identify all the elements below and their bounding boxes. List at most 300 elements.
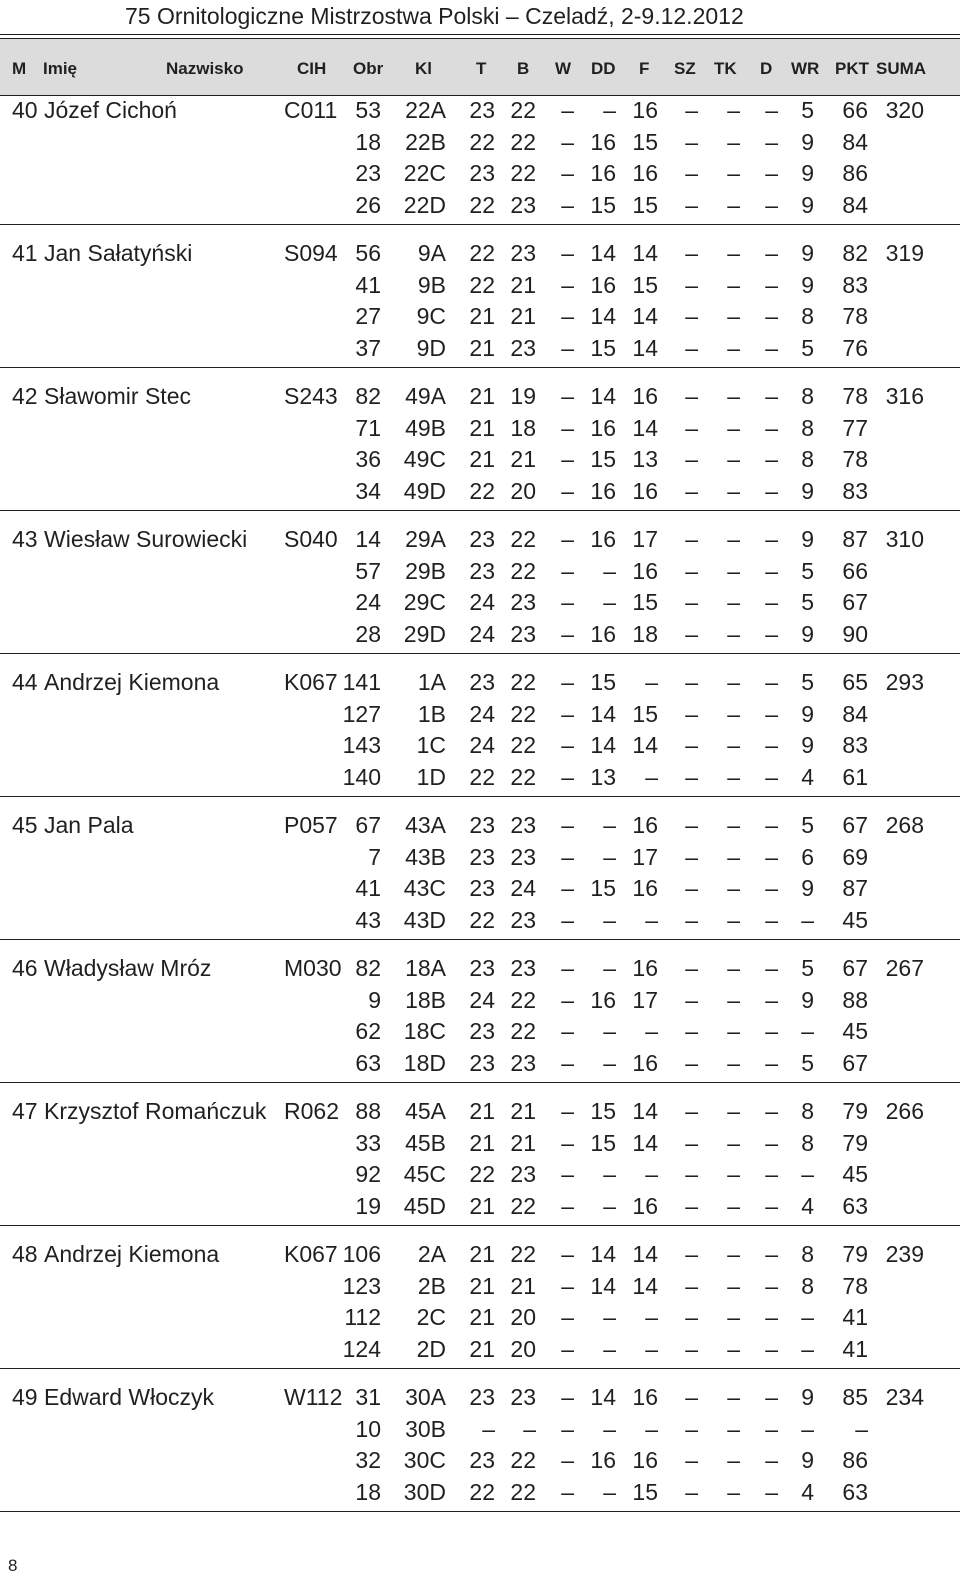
wr-cell: 9 [801, 875, 814, 902]
f-cell: 17 [632, 526, 658, 552]
b-cell: 23 [510, 240, 536, 266]
obr-cell: 53 [355, 97, 381, 123]
wr-cell: 9 [801, 240, 814, 266]
f-cell: 17 [632, 986, 658, 1013]
block-divider [0, 1225, 960, 1226]
f-cell: – [645, 907, 658, 934]
d-cell: – [765, 1384, 778, 1410]
competitor-name: Jan Pala [44, 812, 134, 838]
t-cell: 22 [469, 271, 495, 298]
pkt-cell: 45 [842, 1161, 868, 1188]
header-kl: Kl [415, 59, 432, 78]
tk-cell: – [727, 414, 740, 441]
b-cell: 19 [510, 383, 536, 409]
pkt-cell: 41 [842, 1336, 868, 1363]
pkt-cell: 76 [842, 335, 868, 362]
suma-cell: 310 [885, 526, 924, 552]
dd-cell: 16 [590, 1447, 616, 1474]
f-cell: 15 [632, 700, 658, 727]
d-cell: – [765, 478, 778, 505]
tk-cell: – [727, 700, 740, 727]
wr-cell: 5 [801, 335, 814, 362]
d-cell: – [765, 1272, 778, 1299]
header-cih: CIH [297, 59, 327, 78]
w-cell: – [561, 160, 574, 187]
f-cell: – [645, 1018, 658, 1045]
tk-cell: – [727, 446, 740, 473]
wr-cell: 8 [801, 414, 814, 441]
suma-cell: 239 [885, 1241, 924, 1267]
d-cell: – [765, 875, 778, 902]
tk-cell: – [727, 986, 740, 1013]
obr-cell: 124 [342, 1336, 381, 1363]
rank-cell: 40 [12, 97, 38, 123]
dd-cell: 13 [590, 764, 616, 791]
b-cell: 23 [510, 1050, 536, 1077]
w-cell: – [561, 1479, 574, 1506]
pkt-cell: 45 [842, 1018, 868, 1045]
tk-cell: – [727, 1050, 740, 1077]
sz-cell: – [685, 1447, 698, 1474]
b-cell: 23 [510, 812, 536, 838]
kl-cell: 9D [416, 335, 446, 362]
pkt-cell: 86 [842, 160, 868, 187]
t-cell: 24 [469, 589, 495, 616]
w-cell: – [561, 1241, 574, 1267]
d-cell: – [765, 764, 778, 791]
competitor-name: Władysław Mróz [44, 955, 212, 981]
dd-cell: 16 [590, 160, 616, 187]
tk-cell: – [727, 843, 740, 870]
kl-cell: 18D [403, 1050, 446, 1077]
b-cell: 20 [510, 1304, 536, 1331]
b-cell: 23 [510, 335, 536, 362]
t-cell: 24 [469, 986, 495, 1013]
w-cell: – [561, 526, 574, 552]
tk-cell: – [727, 240, 740, 266]
f-cell: – [645, 764, 658, 791]
sz-cell: – [685, 192, 698, 219]
obr-cell: 34 [355, 478, 381, 505]
f-cell: 15 [632, 128, 658, 155]
wr-cell: 8 [801, 1129, 814, 1156]
cih-cell: S094 [284, 240, 338, 266]
obr-cell: 82 [355, 955, 381, 981]
t-cell: 23 [469, 1384, 495, 1410]
t-cell: 23 [469, 160, 495, 187]
header-obr: Obr [353, 59, 384, 78]
d-cell: – [765, 192, 778, 219]
wr-cell: 5 [801, 97, 814, 123]
f-cell: 15 [632, 192, 658, 219]
dd-cell: – [603, 589, 616, 616]
pkt-cell: 78 [842, 1272, 868, 1299]
b-cell: 22 [510, 1479, 536, 1506]
b-cell: 22 [510, 700, 536, 727]
header-pkt: PKT [835, 59, 869, 78]
sz-cell: – [685, 1415, 698, 1442]
dd-cell: 15 [590, 335, 616, 362]
b-cell: 22 [510, 764, 536, 791]
b-cell: 22 [510, 160, 536, 187]
dd-cell: 15 [590, 192, 616, 219]
header-f: F [639, 59, 650, 78]
suma-cell: 266 [885, 1098, 924, 1124]
obr-cell: 82 [355, 383, 381, 409]
d-cell: – [765, 1098, 778, 1124]
f-cell: 16 [632, 875, 658, 902]
competitor-block [0, 952, 960, 1095]
sz-cell: – [685, 1050, 698, 1077]
tk-cell: – [727, 1272, 740, 1299]
obr-cell: 33 [355, 1129, 381, 1156]
t-cell: 24 [469, 732, 495, 759]
kl-cell: 30D [403, 1479, 446, 1506]
w-cell: – [561, 1050, 574, 1077]
dd-cell: 14 [590, 240, 616, 266]
d-cell: – [765, 526, 778, 552]
d-cell: – [765, 1129, 778, 1156]
tk-cell: – [727, 1129, 740, 1156]
sz-cell: – [685, 414, 698, 441]
pkt-cell: 83 [842, 271, 868, 298]
obr-cell: 14 [355, 526, 381, 552]
f-cell: – [645, 1304, 658, 1331]
kl-cell: 2D [416, 1336, 446, 1363]
f-cell: 16 [632, 557, 658, 584]
tk-cell: – [727, 955, 740, 981]
header-sz: SZ [674, 59, 696, 78]
kl-cell: 49B [405, 414, 446, 441]
kl-cell: 29C [403, 589, 446, 616]
block-divider [0, 939, 960, 940]
dd-cell: 16 [590, 621, 616, 648]
competitor-block [0, 94, 960, 237]
b-cell: 22 [510, 732, 536, 759]
b-cell: 23 [510, 192, 536, 219]
sz-cell: – [685, 812, 698, 838]
d-cell: – [765, 1193, 778, 1220]
cih-cell: C011 [284, 97, 338, 123]
obr-cell: 140 [342, 764, 381, 791]
obr-cell: 88 [355, 1098, 381, 1124]
pkt-cell: 41 [842, 1304, 868, 1331]
dd-cell: 14 [590, 1384, 616, 1410]
wr-cell: 9 [801, 1384, 814, 1410]
dd-cell: – [603, 843, 616, 870]
wr-cell: 9 [801, 160, 814, 187]
pkt-cell: 65 [842, 669, 868, 695]
kl-cell: 43A [405, 812, 446, 838]
header-b: B [517, 59, 530, 78]
pkt-cell: 78 [842, 446, 868, 473]
obr-cell: 71 [355, 414, 381, 441]
pkt-cell: 79 [842, 1129, 868, 1156]
sz-cell: – [685, 1304, 698, 1331]
wr-cell: 9 [801, 478, 814, 505]
header-m: M [12, 59, 27, 78]
wr-cell: – [801, 1304, 814, 1331]
w-cell: – [561, 669, 574, 695]
b-cell: 21 [510, 446, 536, 473]
d-cell: – [765, 700, 778, 727]
pkt-cell: 88 [842, 986, 868, 1013]
pkt-cell: 78 [842, 303, 868, 330]
tk-cell: – [727, 383, 740, 409]
d-cell: – [765, 812, 778, 838]
rank-cell: 42 [12, 383, 38, 409]
obr-cell: 56 [355, 240, 381, 266]
cih-cell: K067 [284, 669, 338, 695]
wr-cell: 9 [801, 192, 814, 219]
t-cell: 22 [469, 907, 495, 934]
pkt-cell: 83 [842, 732, 868, 759]
f-cell: 17 [632, 843, 658, 870]
t-cell: – [482, 1415, 495, 1442]
f-cell: 16 [632, 478, 658, 505]
dd-cell: 14 [590, 1272, 616, 1299]
sz-cell: – [685, 303, 698, 330]
wr-cell: 8 [801, 383, 814, 409]
d-cell: – [765, 669, 778, 695]
block-divider [0, 510, 960, 511]
table-header [0, 38, 960, 96]
w-cell: – [561, 446, 574, 473]
obr-cell: 31 [355, 1384, 381, 1410]
kl-cell: 18C [403, 1018, 446, 1045]
tk-cell: – [727, 271, 740, 298]
sz-cell: – [685, 700, 698, 727]
sz-cell: – [685, 1384, 698, 1410]
sz-cell: – [685, 1479, 698, 1506]
w-cell: – [561, 1161, 574, 1188]
t-cell: 23 [469, 669, 495, 695]
sz-cell: – [685, 1241, 698, 1267]
competitor-name: Edward Włoczyk [44, 1384, 214, 1410]
d-cell: – [765, 1479, 778, 1506]
b-cell: 21 [510, 1272, 536, 1299]
dd-cell: – [603, 97, 616, 123]
pkt-cell: 61 [842, 764, 868, 791]
sz-cell: – [685, 271, 698, 298]
cih-cell: K067 [284, 1241, 338, 1267]
dd-cell: – [603, 1018, 616, 1045]
sz-cell: – [685, 875, 698, 902]
w-cell: – [561, 732, 574, 759]
d-cell: – [765, 986, 778, 1013]
block-divider [0, 1082, 960, 1083]
tk-cell: – [727, 732, 740, 759]
b-cell: 24 [510, 875, 536, 902]
wr-cell: – [801, 1415, 814, 1442]
pkt-cell: 66 [842, 557, 868, 584]
t-cell: 23 [469, 875, 495, 902]
d-cell: – [765, 955, 778, 981]
dd-cell: 14 [590, 732, 616, 759]
competitor-block [0, 809, 960, 952]
d-cell: – [765, 240, 778, 266]
b-cell: 22 [510, 526, 536, 552]
dd-cell: 16 [590, 526, 616, 552]
f-cell: 16 [632, 955, 658, 981]
sz-cell: – [685, 621, 698, 648]
w-cell: – [561, 557, 574, 584]
t-cell: 22 [469, 1479, 495, 1506]
f-cell: 14 [632, 1241, 658, 1267]
w-cell: – [561, 128, 574, 155]
suma-cell: 319 [885, 240, 924, 266]
kl-cell: 49A [405, 383, 446, 409]
kl-cell: 45B [405, 1129, 446, 1156]
tk-cell: – [727, 526, 740, 552]
kl-cell: 18B [405, 986, 446, 1013]
f-cell: 15 [632, 271, 658, 298]
f-cell: 16 [632, 383, 658, 409]
t-cell: 23 [469, 843, 495, 870]
wr-cell: 4 [801, 764, 814, 791]
b-cell: 22 [510, 669, 536, 695]
tk-cell: – [727, 335, 740, 362]
d-cell: – [765, 1336, 778, 1363]
pkt-cell: 84 [842, 128, 868, 155]
w-cell: – [561, 843, 574, 870]
f-cell: 14 [632, 335, 658, 362]
pkt-cell: 83 [842, 478, 868, 505]
pkt-cell: 77 [842, 414, 868, 441]
t-cell: 21 [469, 1098, 495, 1124]
obr-cell: 27 [355, 303, 381, 330]
sz-cell: – [685, 732, 698, 759]
dd-cell: – [603, 1304, 616, 1331]
block-divider [0, 796, 960, 797]
obr-cell: 127 [342, 700, 381, 727]
b-cell: 22 [510, 1193, 536, 1220]
w-cell: – [561, 986, 574, 1013]
header-d: D [760, 59, 773, 78]
sz-cell: – [685, 1129, 698, 1156]
block-divider [0, 653, 960, 654]
suma-cell: 268 [885, 812, 924, 838]
wr-cell: 5 [801, 669, 814, 695]
competitor-name: Jan Sałatyński [44, 240, 193, 266]
competitor-block [0, 666, 960, 809]
w-cell: – [561, 383, 574, 409]
tk-cell: – [727, 764, 740, 791]
wr-cell: 8 [801, 1241, 814, 1267]
b-cell: 23 [510, 589, 536, 616]
b-cell: 21 [510, 1129, 536, 1156]
obr-cell: 37 [355, 335, 381, 362]
obr-cell: 123 [342, 1272, 381, 1299]
suma-cell: 234 [885, 1384, 924, 1410]
wr-cell: 9 [801, 526, 814, 552]
w-cell: – [561, 478, 574, 505]
f-cell: 16 [632, 1447, 658, 1474]
w-cell: – [561, 97, 574, 123]
obr-cell: 141 [342, 669, 381, 695]
d-cell: – [765, 1050, 778, 1077]
suma-cell: 316 [885, 383, 924, 409]
sz-cell: – [685, 955, 698, 981]
tk-cell: – [727, 1415, 740, 1442]
tk-cell: – [727, 97, 740, 123]
wr-cell: 5 [801, 812, 814, 838]
pkt-cell: 86 [842, 1447, 868, 1474]
f-cell: 16 [632, 97, 658, 123]
f-cell: – [645, 1336, 658, 1363]
wr-cell: – [801, 1336, 814, 1363]
w-cell: – [561, 1336, 574, 1363]
tk-cell: – [727, 1193, 740, 1220]
t-cell: 21 [469, 1336, 495, 1363]
competitor-block [0, 523, 960, 666]
tk-cell: – [727, 557, 740, 584]
kl-cell: 18A [405, 955, 446, 981]
pkt-cell: 84 [842, 192, 868, 219]
wr-cell: 6 [801, 843, 814, 870]
dd-cell: 15 [590, 1129, 616, 1156]
w-cell: – [561, 1272, 574, 1299]
dd-cell: – [603, 955, 616, 981]
pkt-cell: 84 [842, 700, 868, 727]
block-divider [0, 367, 960, 368]
cih-cell: R062 [284, 1098, 339, 1124]
sz-cell: – [685, 240, 698, 266]
kl-cell: 45C [403, 1161, 446, 1188]
w-cell: – [561, 875, 574, 902]
d-cell: – [765, 335, 778, 362]
w-cell: – [561, 1304, 574, 1331]
sz-cell: – [685, 1098, 698, 1124]
f-cell: 16 [632, 1050, 658, 1077]
sz-cell: – [685, 669, 698, 695]
competitor-name: Andrzej Kiemona [44, 1241, 220, 1267]
pkt-cell: 90 [842, 621, 868, 648]
sz-cell: – [685, 128, 698, 155]
wr-cell: 8 [801, 446, 814, 473]
w-cell: – [561, 240, 574, 266]
f-cell: – [645, 1415, 658, 1442]
b-cell: – [523, 1415, 536, 1442]
t-cell: 21 [469, 1241, 495, 1267]
pkt-cell: 69 [842, 843, 868, 870]
wr-cell: 4 [801, 1479, 814, 1506]
block-divider [0, 224, 960, 225]
cih-cell: P057 [284, 812, 338, 838]
t-cell: 24 [469, 621, 495, 648]
pkt-cell: 85 [842, 1384, 868, 1410]
dd-cell: 14 [590, 303, 616, 330]
t-cell: 22 [469, 240, 495, 266]
obr-cell: 36 [355, 446, 381, 473]
pkt-cell: 87 [842, 526, 868, 552]
w-cell: – [561, 192, 574, 219]
competitor-name: Józef Cichoń [44, 97, 177, 123]
kl-cell: 1B [417, 700, 446, 727]
kl-cell: 22A [405, 97, 446, 123]
kl-cell: 9C [416, 303, 446, 330]
tk-cell: – [727, 1447, 740, 1474]
competitor-block [0, 1095, 960, 1238]
dd-cell: 16 [590, 478, 616, 505]
b-cell: 22 [510, 1241, 536, 1267]
t-cell: 22 [469, 192, 495, 219]
pkt-cell: 79 [842, 1098, 868, 1124]
w-cell: – [561, 1098, 574, 1124]
kl-cell: 22B [405, 128, 446, 155]
obr-cell: 62 [355, 1018, 381, 1045]
suma-cell: 320 [885, 97, 924, 123]
